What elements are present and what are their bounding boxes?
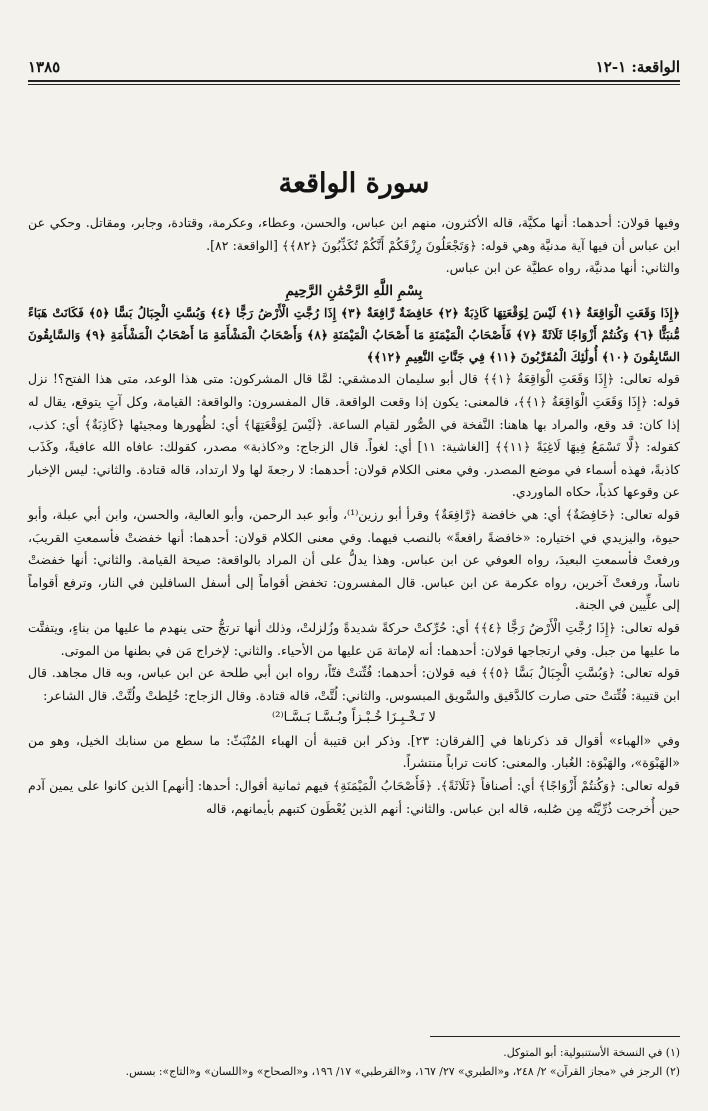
quran-verses: ﴿إِذَا وَقَعَتِ الْوَاقِعَةُ ﴿١﴾ لَيْسَ لِوَقْعَتِهَا كَاذِبَةٌ ﴿٢﴾ خَافِضَةٌ رَّافِعَةٌ ﴿٣﴾ إِذَا رُجَّتِ الْأَرْضُ رَجًّا ﴿٤﴾ وَبُسَّتِ الْجِبَالُ بَسًّا ﴿٥﴾ فَكَانَتْ هَبَاءً مُّنبَثًّا ﴿٦﴾ وَكُنتُمْ أَزْوَاجًا ثَلَاثَةً ﴿٧﴾ فَأَصْحَابُ الْمَيْمَنَةِ مَا أَصْحَابُ الْمَيْمَنَةِ ﴿٨﴾ وَأَصْحَابُ الْمَشْأَمَةِ مَا أَصْحَابُ الْمَشْأَمَةِ ﴿٩﴾ وَالسَّابِقُونَ السَّابِقُونَ ﴿١٠﴾ أُولَٰئِكَ الْمُقَرَّبُونَ ﴿١١﴾ فِي جَنَّاتِ النَّعِيمِ ﴿١٢﴾﴾ <box>28 306 681 365</box>
commentary-verse-7-8: قوله تعالى: ﴿وَكُنتُمْ أَزْوَاجًا﴾ أي: أصنافاً ﴿ثَلَاثَةً﴾. ﴿فَأَصْحَابُ الْمَيْمَنَةِ﴾ فيهم ثمانية أقوال: أحدها: [أنهم] الذين كانوا على يمين آدم حين أُخرجت ذُرِّيَّتُه مِن صُلبه، قاله ابن عباس. والثاني: أنهم الذين يُعْطَون كتبهم بأيمانهم، قاله <box>28 778 680 816</box>
surah-title: سورة الواقعة <box>278 168 430 199</box>
footnotes <box>28 1043 680 1081</box>
commentary-verse-3: قوله تعالى: ﴿خَافِضَةٌ﴾ أي: هي خافضة ﴿رَّافِعَةٌ﴾ وقرأ أبو رزين⁽¹⁾، وأبو عبد الرحمن، وأبو العالية، والحسن، وابن أبي عبلة، وأبو حيوة، واليزيدي في اختياره: «خافضةً رافعةً» بالنصب فيهما. وفي معنى الكلام قولان: أحدهما: أنها خفضتْ فأسمعتِ القريبَ، ورفعتْ فأسمعتِ البعيدَ، رواه العوفي عن ابن عباس. وهذا يدلُّ على أن المراد بالواقعة: صيحة القيامة. والثاني: أنها خفضتْ ناساً، ورفعتْ آخرين، رواه عكرمة عن ابن عباس. قال المفسرون: تخفض أقواماً إلى أسفل السافلين في النار، وترفع أقواماً إلى علِّيين في الجنة. <box>28 506 680 613</box>
main-text <box>28 212 680 820</box>
header-rule <box>28 80 680 82</box>
paragraph-intro: وفيها قولان: أحدهما: أنها مكيَّة، قاله الأكثرون، منهم ابن عباس، والحسن، وعطاء، وعكرمة، وقتادة، وجابر، ومقاتل. وحكي عن ابن عباس أن فيها آية مدنيَّة وهي قوله: ﴿وَتَجْعَلُونَ رِزْقَكُمْ أَنَّكُمْ تُكَذِّبُونَ ﴿٨٢﴾﴾ [الواقعة: ٨٢]. <box>28 215 680 253</box>
header-rule-thin <box>28 84 680 85</box>
page-number: ١٣٨٥ <box>28 58 61 76</box>
footnote-1: (١) في النسخة الأستنبولية: أبو المتوكل. <box>503 1046 680 1059</box>
poem-line: لا تَـخْـبِـزَا خُـبْـزاً وبُـسَّـا بَـسَّـا⁽²⁾ <box>272 710 436 726</box>
commentary-verse-4: قوله تعالى: ﴿إِذَا رُجَّتِ الْأَرْضُ رَجًّا ﴿٤﴾﴾ أي: حُرِّكتْ حركةً شديدةً وزُلزلتْ، وذلك أنها ترتجُّ حتى ينهدم ما عليها من بناءٍ، ويتفتَّت ما عليها من جبل. وفي ارتجاجها قولان: أحدهما: أنه لإماتة مَن عليها من الأحياء. والثاني: لإخراج مَن في بطنها من الموتى. <box>28 619 680 658</box>
basmala: بِسْمِ اللَّهِ الرَّحْمَٰنِ الرَّحِيمِ <box>285 282 423 299</box>
footnote-rule <box>430 1036 680 1037</box>
running-header <box>28 50 680 76</box>
commentary-verse-1-2: قوله تعالى: ﴿إِذَا وَقَعَتِ الْوَاقِعَةُ ﴿١﴾﴾ قال أبو سليمان الدمشقي: لمَّا قال المشركون: متى هذا الوعد، متى هذا الفتح؟! نزل قوله: ﴿إِذَا وَقَعَتِ الْوَاقِعَةُ ﴿١﴾﴾، فالمعنى: يكون إذا وقعت الواقعة. قال المفسرون: والواقعة: القيامة، وكل آتٍ يتوقع، يقال له إذا كان: قد وقع، والمراد بها هاهنا: النَّفخة في الصُّور لقيام الساعة. ﴿لَيْسَ لِوَقْعَتِهَا﴾ أي: لظُهورها ومجيئها ﴿كَاذِبَةٌ﴾ أي: كذب، كقوله: ﴿لَّا تَسْمَعُ فِيهَا لَاغِيَةً ﴿١١﴾﴾ [الغاشية: ١١] أي: لغواً. قال الزجاج: و«كاذبة» مصدر، كقولك: عافاه الله عافيةً، وكَذَب كاذبةً، فهذه أسماء في موضع المصدر. وفي معنى الكلام قولان: أحدهما: لا رجعةَ لها ولا ارتداد، قاله قتادة. والثاني: ليس الإخبار عن وقوعها كذباً، حكاه الماوردي. <box>28 371 680 500</box>
footnote-2: (٢) الرجز في «مجاز القرآن» ٢/ ٢٤٨، و«الطبري» ٢٧/ ١٦٧، و«القرطبي» ١٧/ ١٩٦، و«الصحاح» و«اللسان» و«التاج»: بسس. <box>125 1065 680 1078</box>
header-title: الواقعة: ١-١٢ <box>595 58 680 76</box>
commentary-verse-6: وفي «الهباء» أقوال قد ذكرناها في [الفرقان: ٢٣]. وذكر ابن قتيبة أن الهباء المُنْبَثّ: ما سطع من سنابك الخيل، وهو من «الهَبْوَة»، والهَبْوَة: الغُبار. والمعنى: كانت تراباً منتشراً. <box>28 732 680 771</box>
commentary-verse-5: قوله تعالى: ﴿وَبُسَّتِ الْجِبَالُ بَسًّا ﴿٥﴾﴾ فيه قولان: أحدهما: فُتِّتتْ فتّاً، رواه ابن أبي طلحة عن ابن عباس، وبه قال مجاهد. قال ابن قتيبة: فُتِّتتْ حتى صارت كالدَّقيق والسَّويق المبسوس. والثاني: لُتَّتْ، قاله قتادة. وقال الزجاج: خُلِطتْ ولُتَّتْ. قال الشاعر: <box>28 665 680 703</box>
paragraph-second-opinion: والثاني: أنها مدنيَّة، رواه عطيَّة عن ابن عباس. <box>445 260 680 276</box>
